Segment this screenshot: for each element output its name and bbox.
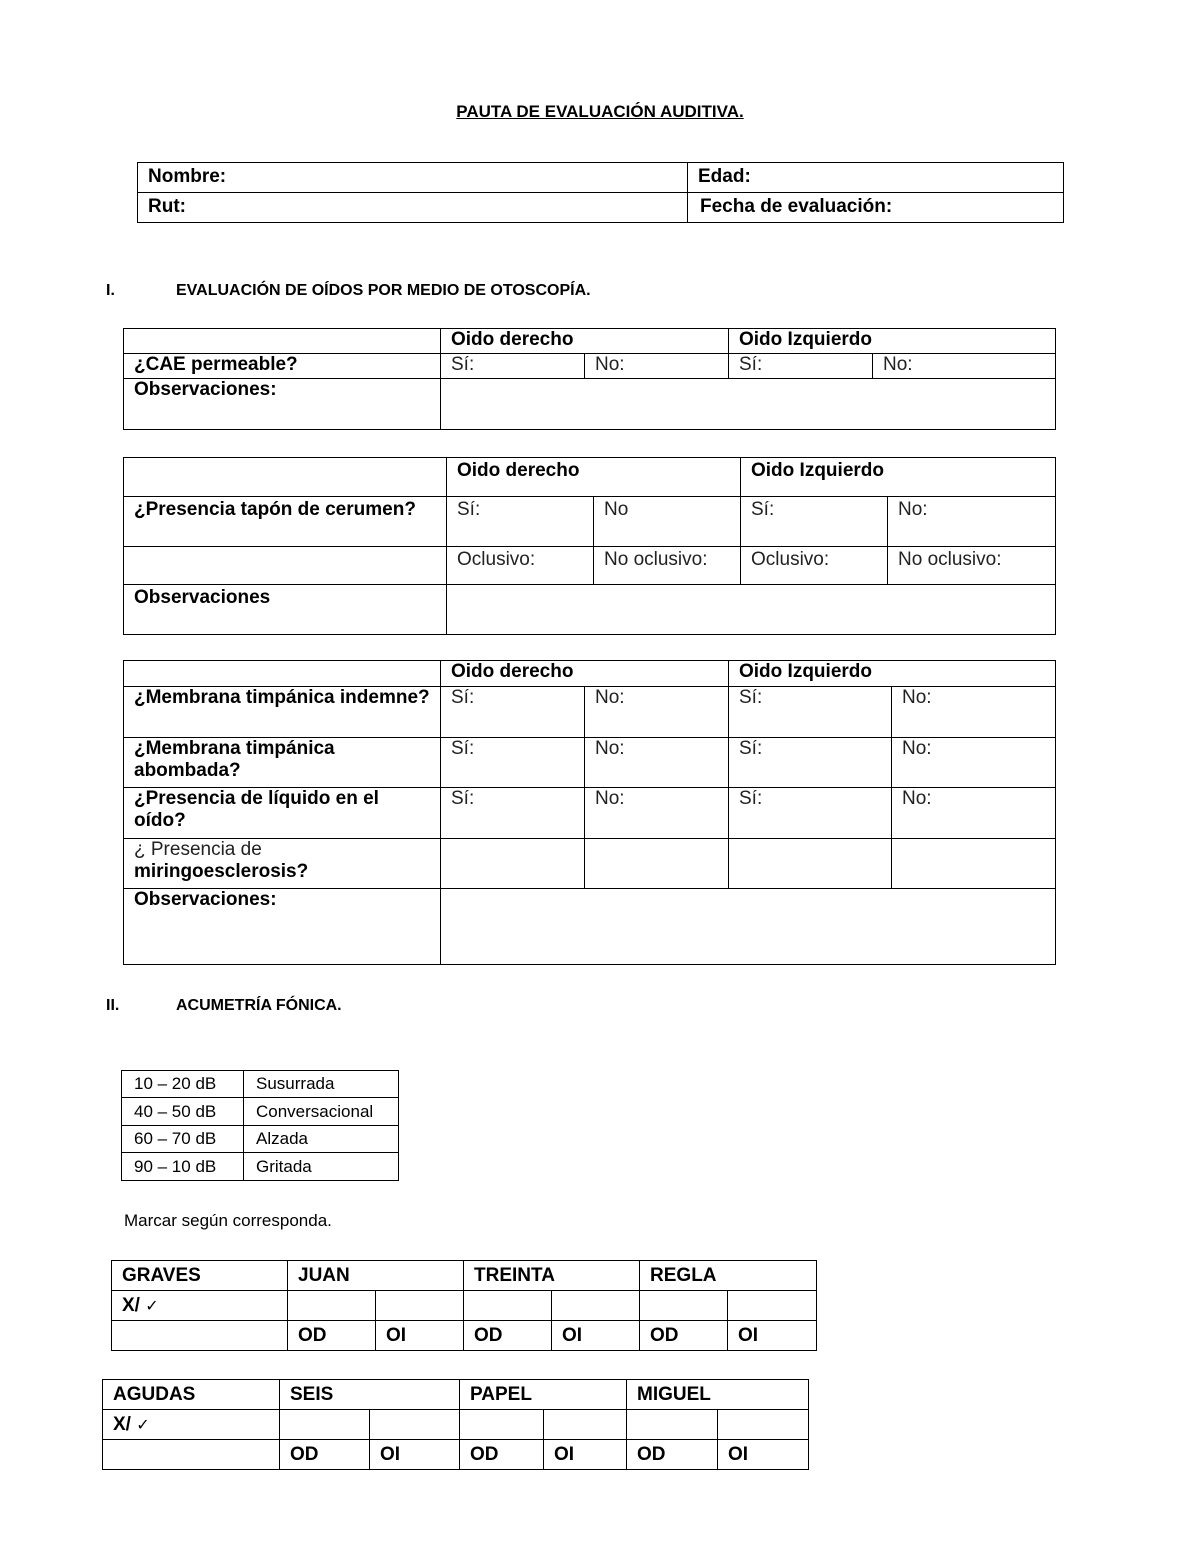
patient-info-table	[137, 162, 1064, 223]
left-yes-cell[interactable]	[729, 839, 892, 889]
observations-field[interactable]	[441, 889, 1056, 965]
check-icon: ✓	[136, 1416, 150, 1434]
question-prefix: ¿ Presencia de	[134, 839, 262, 860]
mark-cell[interactable]	[552, 1291, 640, 1321]
oi-label: OI	[544, 1440, 627, 1470]
observations-label: Observaciones:	[124, 889, 441, 965]
right-yes-cell[interactable]: Sí:	[441, 788, 585, 839]
cae-table	[123, 328, 1056, 430]
age-label: Edad:	[698, 166, 751, 187]
mark-cell[interactable]	[728, 1291, 817, 1321]
mark-cell[interactable]	[464, 1291, 552, 1321]
tympanic-table	[123, 660, 1056, 965]
left-no-cell[interactable]: No:	[892, 788, 1056, 839]
level-range: 10 – 20 dB	[122, 1071, 244, 1098]
rut-label: Rut:	[148, 196, 186, 217]
mark-cell[interactable]	[640, 1291, 728, 1321]
empty-header-cell	[124, 329, 441, 354]
section-1-heading	[106, 282, 806, 304]
mark-x: X/	[113, 1413, 131, 1435]
right-ear-header: Oido derecho	[441, 329, 729, 354]
date-label: Fecha de evaluación:	[700, 196, 893, 217]
right-no-cell[interactable]	[585, 839, 729, 889]
od-label: OD	[627, 1440, 718, 1470]
instruction-text: Marcar según corresponda.	[124, 1211, 332, 1230]
mark-cell[interactable]	[376, 1291, 464, 1321]
left-yes-cell[interactable]: Sí:	[741, 497, 888, 547]
question-intact: ¿Membrana timpánica indemne?	[124, 687, 441, 738]
right-no-cell[interactable]: No	[594, 497, 741, 547]
od-label: OD	[464, 1321, 552, 1351]
level-range: 60 – 70 dB	[122, 1126, 244, 1153]
observations-label: Observaciones:	[124, 379, 441, 430]
word-cell: JUAN	[288, 1261, 464, 1291]
empty-header-cell	[124, 458, 447, 497]
empty-label-cell	[112, 1321, 288, 1351]
left-ear-header: Oido Izquierdo	[741, 458, 1056, 497]
left-no-cell[interactable]: No:	[873, 354, 1056, 379]
level-voice: Gritada	[244, 1153, 399, 1181]
right-ear-header: Oido derecho	[447, 458, 741, 497]
question-bulging: ¿Membrana timpánica abombada?	[124, 738, 441, 788]
word-cell: TREINTA	[464, 1261, 640, 1291]
left-no-cell[interactable]: No:	[892, 687, 1056, 738]
level-range: 40 – 50 dB	[122, 1098, 244, 1126]
right-no-cell[interactable]: No:	[585, 788, 729, 839]
question-rest: miringoesclerosis?	[134, 861, 309, 882]
left-no-cell[interactable]: No:	[888, 497, 1056, 547]
left-ear-header: Oido Izquierdo	[729, 661, 1056, 687]
od-label: OD	[640, 1321, 728, 1351]
graves-label: GRAVES	[112, 1261, 288, 1291]
mark-cell[interactable]	[718, 1410, 809, 1440]
name-label: Nombre:	[148, 166, 227, 187]
cerumen-table	[123, 457, 1056, 635]
check-icon: ✓	[145, 1297, 159, 1315]
oi-label: OI	[728, 1321, 817, 1351]
section-2-number: II.	[106, 997, 120, 1014]
section-1-title: EVALUACIÓN DE OÍDOS POR MEDIO DE OTOSCOPÍA.	[176, 282, 591, 299]
right-yes-cell[interactable]: Sí:	[441, 738, 585, 788]
mark-cell[interactable]	[460, 1410, 544, 1440]
right-yes-cell[interactable]: Sí:	[447, 497, 594, 547]
age-field[interactable]	[688, 163, 1064, 193]
empty-label-cell	[103, 1440, 280, 1470]
od-label: OD	[460, 1440, 544, 1470]
mark-cell[interactable]	[280, 1410, 370, 1440]
right-yes-cell[interactable]	[441, 839, 585, 889]
question-myringosclerosis	[124, 839, 441, 889]
right-non-occlusive-cell[interactable]: No oclusivo:	[594, 547, 741, 585]
left-yes-cell[interactable]: Sí:	[729, 687, 892, 738]
right-yes-cell[interactable]: Sí:	[441, 354, 585, 379]
page-title: PAUTA DE EVALUACIÓN AUDITIVA.	[456, 102, 744, 121]
level-range: 90 – 10 dB	[122, 1153, 244, 1181]
date-field[interactable]	[688, 193, 1064, 223]
level-voice: Susurrada	[244, 1071, 399, 1098]
oi-label: OI	[376, 1321, 464, 1351]
section-2-heading	[106, 997, 806, 1019]
empty-header-cell	[124, 661, 441, 687]
cerumen-question: ¿Presencia tapón de cerumen?	[124, 497, 447, 547]
oi-label: OI	[370, 1440, 460, 1470]
name-field[interactable]	[138, 163, 688, 193]
sound-levels-table	[121, 1070, 399, 1181]
agudas-label: AGUDAS	[103, 1380, 280, 1410]
left-yes-cell[interactable]: Sí:	[729, 354, 873, 379]
left-no-cell[interactable]: No:	[892, 738, 1056, 788]
oi-label: OI	[718, 1440, 809, 1470]
rut-field[interactable]	[138, 193, 688, 223]
left-ear-header: Oido Izquierdo	[729, 329, 1056, 354]
word-cell: MIGUEL	[627, 1380, 809, 1410]
question-fluid: ¿Presencia de líquido en el oído?	[124, 788, 441, 839]
right-no-cell[interactable]: No:	[585, 687, 729, 738]
left-yes-cell[interactable]: Sí:	[729, 788, 892, 839]
observations-field[interactable]	[447, 585, 1056, 635]
od-label: OD	[288, 1321, 376, 1351]
level-voice: Conversacional	[244, 1098, 399, 1126]
level-voice: Alzada	[244, 1126, 399, 1153]
mark-cell[interactable]	[288, 1291, 376, 1321]
left-no-cell[interactable]	[892, 839, 1056, 889]
word-cell: REGLA	[640, 1261, 817, 1291]
mark-cell[interactable]	[627, 1410, 718, 1440]
right-ear-header: Oido derecho	[441, 661, 729, 687]
left-non-occlusive-cell[interactable]: No oclusivo:	[888, 547, 1056, 585]
right-no-cell[interactable]: No:	[585, 354, 729, 379]
word-cell: SEIS	[280, 1380, 460, 1410]
word-cell: PAPEL	[460, 1380, 627, 1410]
mark-cell[interactable]	[544, 1410, 627, 1440]
right-occlusive-cell[interactable]: Oclusivo:	[447, 547, 594, 585]
od-label: OD	[280, 1440, 370, 1470]
agudas-table	[102, 1379, 809, 1470]
empty-label-cell	[124, 547, 447, 585]
right-yes-cell[interactable]: Sí:	[441, 687, 585, 738]
observations-field[interactable]	[441, 379, 1056, 430]
left-yes-cell[interactable]: Sí:	[729, 738, 892, 788]
cae-question: ¿CAE permeable?	[124, 354, 441, 379]
section-1-number: I.	[106, 282, 115, 299]
section-2-title: ACUMETRÍA FÓNICA.	[176, 997, 342, 1014]
oi-label: OI	[552, 1321, 640, 1351]
mark-cell[interactable]	[370, 1410, 460, 1440]
mark-x: X/	[122, 1294, 140, 1316]
graves-table	[111, 1260, 817, 1351]
observations-label: Observaciones	[124, 585, 447, 635]
right-no-cell[interactable]: No:	[585, 738, 729, 788]
left-occlusive-cell[interactable]: Oclusivo:	[741, 547, 888, 585]
mark-label	[112, 1291, 288, 1321]
mark-label	[103, 1410, 280, 1440]
